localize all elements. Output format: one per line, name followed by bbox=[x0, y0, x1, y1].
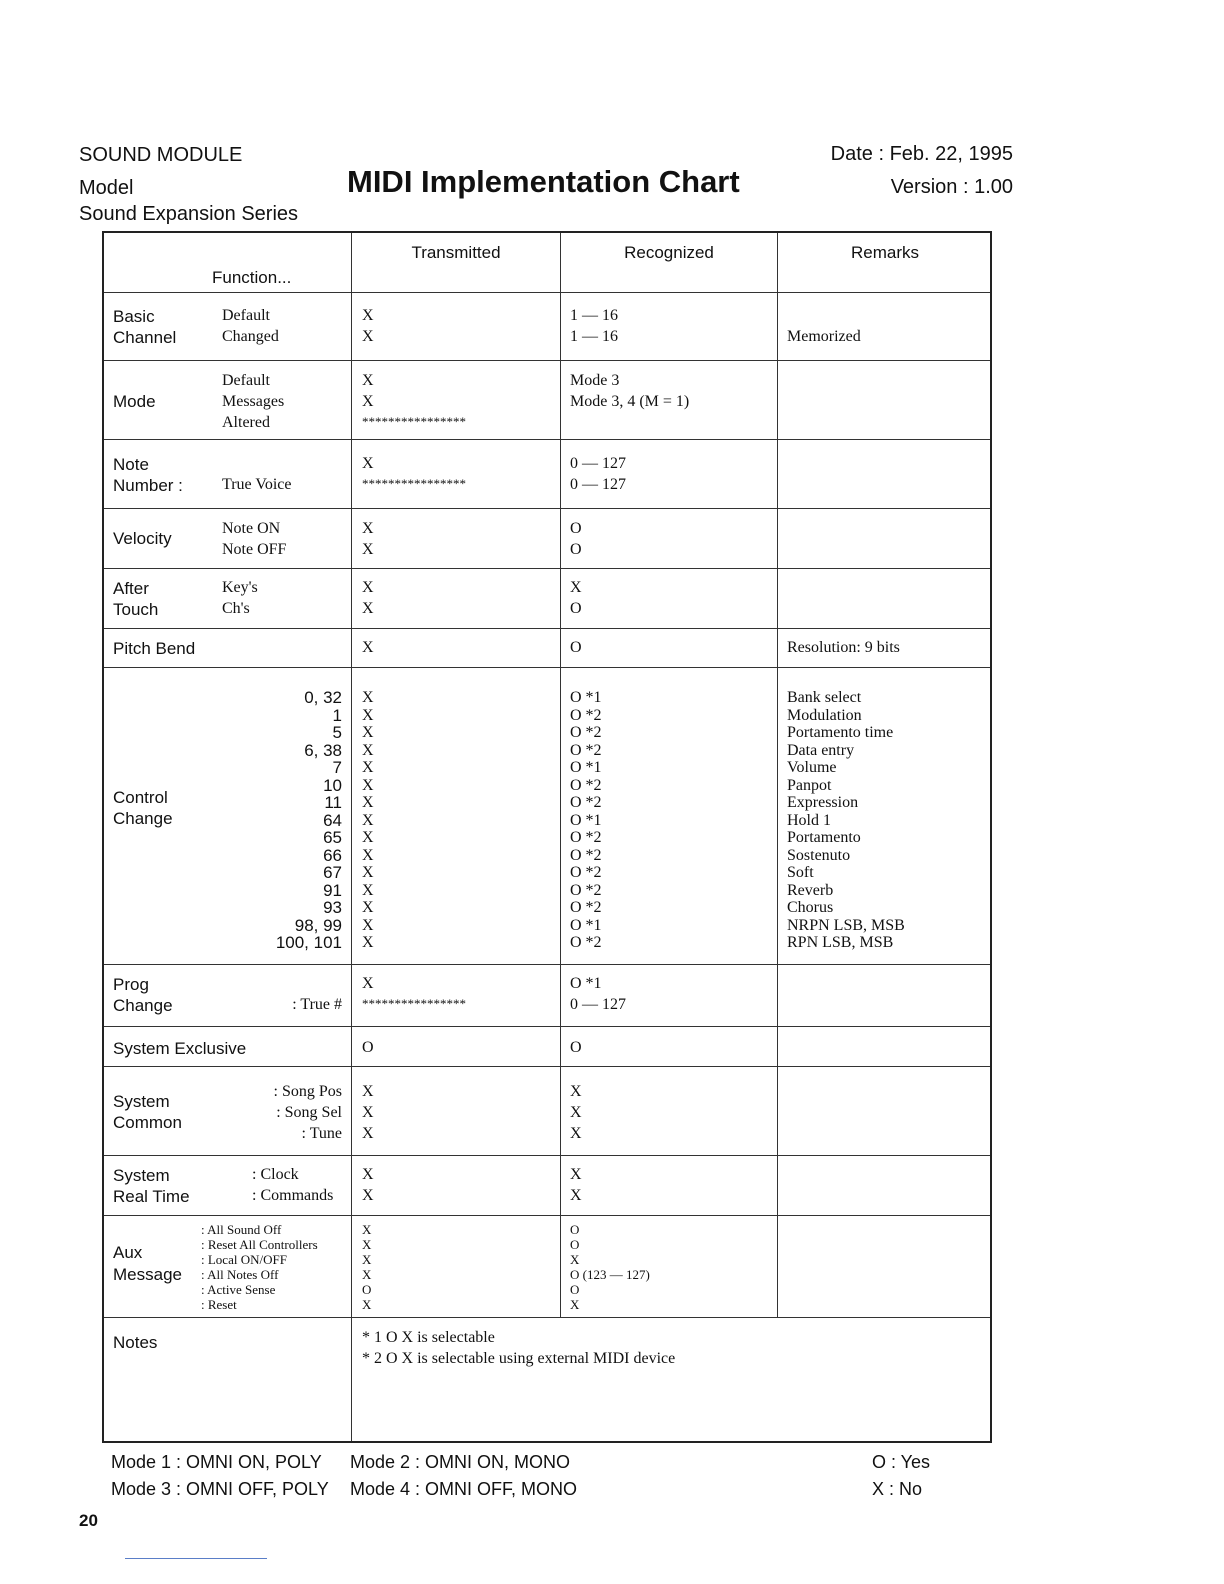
row-divider bbox=[104, 568, 990, 569]
mode-tx-messages: X bbox=[362, 393, 374, 410]
note-1: * 1 O X is selectable bbox=[362, 1329, 495, 1346]
system-common-rx-song-sel: X bbox=[570, 1104, 582, 1121]
basic-channel-rx-default: 1 — 16 bbox=[570, 307, 618, 324]
control-remark: Bank select bbox=[787, 689, 862, 706]
note-number-tx-true-voice: **************** bbox=[362, 476, 466, 491]
aux-message-item: : Active Sense bbox=[201, 1282, 276, 1297]
system-common-song-pos: : Song Pos bbox=[273, 1083, 342, 1100]
control-tx-value: X bbox=[362, 741, 374, 759]
basic-channel-tx-default: X bbox=[362, 307, 374, 324]
sound-module-label: SOUND MODULE bbox=[79, 144, 243, 166]
header-function: Function... bbox=[212, 268, 292, 287]
row-divider bbox=[104, 508, 990, 509]
decorative-rule bbox=[125, 1558, 267, 1559]
aux-tx-value: X bbox=[362, 1237, 372, 1252]
velocity-rx-on: O bbox=[570, 520, 582, 537]
aux-rx-value: X bbox=[570, 1297, 580, 1312]
prog-change-rx-true: 0 — 127 bbox=[570, 996, 626, 1013]
system-real-time-tx-commands: X bbox=[362, 1187, 374, 1204]
aux-message-item: : Reset All Controllers bbox=[201, 1237, 318, 1252]
control-remark: Reverb bbox=[787, 881, 834, 899]
aux-message-label: Message bbox=[113, 1265, 182, 1284]
control-remark: Modulation bbox=[787, 706, 862, 724]
aux-rx-value: O bbox=[570, 1282, 580, 1297]
mode-default: Default bbox=[222, 372, 270, 389]
velocity-rx-off: O bbox=[570, 541, 582, 558]
control-number: 65 bbox=[323, 828, 342, 847]
control-number: 66 bbox=[323, 845, 342, 865]
control-rx-value: O *2 bbox=[570, 741, 602, 759]
control-change-label: Change bbox=[113, 809, 173, 828]
version-label: Version : 1.00 bbox=[890, 176, 1013, 198]
system-common-rx-tune: X bbox=[570, 1125, 582, 1142]
control-rx-column bbox=[570, 689, 602, 952]
control-tx-value: X bbox=[362, 759, 374, 776]
control-tx-value: X bbox=[362, 706, 374, 724]
control-rx-value: O *2 bbox=[570, 846, 602, 864]
aux-sub-column bbox=[201, 1222, 318, 1312]
control-rx-value: O *2 bbox=[570, 706, 602, 724]
note-number-true-voice: True Voice bbox=[222, 476, 292, 493]
system-common-tx-tune: X bbox=[362, 1125, 374, 1142]
control-rx-value: O *1 bbox=[570, 811, 602, 829]
control-rx-value: O *2 bbox=[570, 794, 602, 811]
control-remark: Volume bbox=[787, 759, 837, 776]
aux-tx-value: X bbox=[362, 1267, 372, 1282]
velocity-note-off: Note OFF bbox=[222, 541, 287, 558]
mode-3-legend: Mode 3 : OMNI OFF, POLY bbox=[111, 1479, 329, 1499]
system-real-time-tx-clock: X bbox=[362, 1166, 374, 1183]
control-rx-value: O *1 bbox=[570, 916, 602, 934]
column-divider bbox=[351, 233, 352, 1441]
mode-1-legend: Mode 1 : OMNI ON, POLY bbox=[111, 1452, 322, 1472]
series-label: Sound Expansion Series bbox=[79, 203, 299, 225]
control-rx-value: O *2 bbox=[570, 776, 602, 794]
aux-rx-value: X bbox=[570, 1252, 580, 1267]
date-label: Date : Feb. 22, 1995 bbox=[830, 143, 1013, 165]
page-title: MIDI Implementation Chart bbox=[347, 164, 740, 199]
row-divider bbox=[104, 628, 990, 629]
system-common-rx-song-pos: X bbox=[570, 1083, 582, 1100]
row-divider bbox=[104, 1026, 990, 1027]
control-remark: Chorus bbox=[787, 899, 834, 916]
system-common-tune: : Tune bbox=[301, 1125, 342, 1142]
control-remark: Panpot bbox=[787, 776, 832, 794]
mode-tx-altered: **************** bbox=[362, 414, 466, 429]
basic-channel-tx-changed: X bbox=[362, 328, 374, 345]
velocity-note-on: Note ON bbox=[222, 520, 281, 537]
system-common-tx-song-sel: X bbox=[362, 1104, 374, 1121]
control-number: 64 bbox=[323, 810, 342, 830]
prog-change-true: : True # bbox=[292, 996, 342, 1013]
control-rx-value: O *1 bbox=[570, 689, 602, 706]
pitch-bend-label: Pitch Bend bbox=[113, 639, 196, 658]
control-number: 10 bbox=[323, 775, 342, 795]
row-divider bbox=[104, 1215, 990, 1216]
basic-channel-default: Default bbox=[222, 307, 270, 324]
after-touch-tx-keys: X bbox=[362, 579, 374, 596]
mode-rx-default: Mode 3 bbox=[570, 372, 620, 389]
control-remark: Sostenuto bbox=[787, 846, 851, 864]
pitch-bend-remark: Resolution: 9 bits bbox=[787, 639, 900, 656]
basic-channel-label: Channel bbox=[113, 328, 177, 347]
note-number-rx: 0 — 127 bbox=[570, 455, 626, 472]
note-number-tx: X bbox=[362, 455, 374, 472]
system-real-time-clock: : Clock bbox=[252, 1166, 299, 1183]
control-number: 100, 101 bbox=[275, 933, 342, 952]
after-touch-rx-chs: O bbox=[570, 600, 582, 617]
control-numbers-column bbox=[224, 689, 342, 952]
prog-change-rx: O *1 bbox=[570, 975, 602, 992]
mode-messages: Messages bbox=[222, 393, 285, 410]
after-touch-label: Touch bbox=[113, 600, 159, 619]
system-real-time-rx-commands: X bbox=[570, 1187, 582, 1204]
row-divider bbox=[104, 1317, 990, 1318]
aux-message-item: : All Notes Off bbox=[201, 1267, 279, 1282]
row-divider bbox=[104, 292, 990, 293]
model-label: Model bbox=[79, 177, 134, 199]
prog-change-label: Prog bbox=[113, 975, 149, 994]
aux-message-item: : All Sound Off bbox=[201, 1222, 282, 1237]
notes-label: Notes bbox=[113, 1333, 158, 1352]
after-touch-label: After bbox=[113, 579, 149, 598]
control-remark: NRPN LSB, MSB bbox=[787, 916, 905, 934]
row-divider bbox=[104, 1155, 990, 1156]
aux-rx-column bbox=[570, 1222, 650, 1312]
control-tx-value: X bbox=[362, 881, 374, 899]
control-number: 93 bbox=[323, 898, 342, 917]
aux-tx-value: O bbox=[362, 1282, 372, 1297]
midi-implementation-table bbox=[102, 231, 992, 1443]
control-remark: Soft bbox=[787, 864, 814, 881]
yes-legend: O : Yes bbox=[872, 1452, 931, 1472]
system-real-time-label: Real Time bbox=[113, 1187, 190, 1206]
mode-label: Mode bbox=[113, 392, 156, 411]
control-rx-value: O *2 bbox=[570, 864, 602, 881]
control-tx-column bbox=[362, 689, 374, 952]
pitch-bend-rx: O bbox=[570, 639, 582, 656]
note-number-label: Number : bbox=[113, 476, 183, 495]
control-tx-value: X bbox=[362, 811, 374, 829]
control-tx-value: X bbox=[362, 776, 374, 794]
after-touch-rx-keys: X bbox=[570, 579, 582, 596]
system-common-tx-song-pos: X bbox=[362, 1083, 374, 1100]
system-real-time-rx-clock: X bbox=[570, 1166, 582, 1183]
mode-2-legend: Mode 2 : OMNI ON, MONO bbox=[350, 1452, 571, 1472]
control-number: 67 bbox=[323, 863, 342, 882]
row-divider bbox=[104, 360, 990, 361]
aux-message-item: : Reset bbox=[201, 1297, 237, 1312]
system-common-song-sel: : Song Sel bbox=[276, 1104, 342, 1121]
control-remark: Data entry bbox=[787, 741, 855, 759]
mode-tx-default: X bbox=[362, 372, 374, 389]
velocity-label: Velocity bbox=[113, 529, 172, 548]
control-remark: Hold 1 bbox=[787, 811, 831, 829]
control-remark: RPN LSB, MSB bbox=[787, 934, 894, 951]
control-number: 5 bbox=[332, 723, 342, 742]
header-transmitted: Transmitted bbox=[411, 243, 501, 262]
control-number: 6, 38 bbox=[304, 740, 342, 760]
row-divider bbox=[104, 1066, 990, 1067]
control-number: 91 bbox=[323, 880, 342, 900]
velocity-tx-off: X bbox=[362, 541, 374, 558]
pitch-bend-tx: X bbox=[362, 639, 374, 656]
system-common-label: System bbox=[113, 1092, 170, 1111]
aux-rx-value: O bbox=[570, 1237, 580, 1252]
aux-message-label: Aux bbox=[113, 1243, 143, 1262]
aux-message-item: : Local ON/OFF bbox=[201, 1252, 287, 1267]
control-remark: Expression bbox=[787, 794, 859, 811]
control-tx-value: X bbox=[362, 916, 374, 934]
control-rx-value: O *2 bbox=[570, 934, 602, 951]
system-exclusive-rx: O bbox=[570, 1039, 582, 1056]
mode-rx-messages: Mode 3, 4 (M = 1) bbox=[570, 393, 690, 410]
control-remarks-column bbox=[787, 689, 905, 952]
control-number: 0, 32 bbox=[304, 688, 342, 707]
basic-channel-remark: Memorized bbox=[787, 328, 861, 345]
aux-tx-value: X bbox=[362, 1252, 372, 1267]
prog-change-tx: X bbox=[362, 975, 374, 992]
after-touch-keys: Key's bbox=[222, 579, 258, 596]
system-exclusive-tx: O bbox=[362, 1039, 374, 1056]
after-touch-tx-chs: X bbox=[362, 600, 374, 617]
header-remarks: Remarks bbox=[850, 243, 919, 262]
control-rx-value: O *2 bbox=[570, 881, 602, 899]
control-tx-value: X bbox=[362, 724, 374, 741]
control-tx-value: X bbox=[362, 689, 374, 706]
aux-tx-value: X bbox=[362, 1222, 372, 1237]
note-number-label: Note bbox=[113, 455, 149, 474]
control-tx-value: X bbox=[362, 864, 374, 881]
basic-channel-label: Basic bbox=[113, 307, 155, 326]
after-touch-chs: Ch's bbox=[222, 600, 250, 617]
basic-channel-rx-changed: 1 — 16 bbox=[570, 328, 618, 345]
aux-rx-value: O (123 — 127) bbox=[570, 1267, 650, 1282]
control-tx-value: X bbox=[362, 899, 374, 916]
aux-tx-value: X bbox=[362, 1297, 372, 1312]
system-real-time-label: System bbox=[113, 1166, 170, 1185]
aux-tx-column bbox=[362, 1222, 371, 1312]
header-recognized: Recognized bbox=[624, 243, 714, 262]
control-rx-value: O *1 bbox=[570, 759, 602, 776]
control-remark: Portamento bbox=[787, 829, 861, 846]
control-change-label: Control bbox=[113, 788, 168, 807]
control-number: 7 bbox=[332, 758, 342, 777]
control-rx-value: O *2 bbox=[570, 724, 602, 741]
control-rx-value: O *2 bbox=[570, 899, 602, 916]
control-remark: Portamento time bbox=[787, 724, 894, 741]
control-number: 11 bbox=[324, 793, 342, 812]
velocity-tx-on: X bbox=[362, 520, 374, 537]
basic-channel-changed: Changed bbox=[222, 328, 279, 345]
prog-change-label: Change bbox=[113, 996, 173, 1015]
page-number: 20 bbox=[79, 1511, 98, 1530]
row-divider bbox=[104, 439, 990, 440]
note-2: * 2 O X is selectable using external MIDI device bbox=[362, 1350, 676, 1367]
system-real-time-commands: : Commands bbox=[252, 1187, 334, 1204]
note-number-rx-true-voice: 0 — 127 bbox=[570, 476, 626, 493]
control-rx-value: O *2 bbox=[570, 829, 602, 846]
no-legend: X : No bbox=[872, 1479, 923, 1499]
aux-rx-value: O bbox=[570, 1222, 580, 1237]
control-tx-value: X bbox=[362, 846, 374, 864]
control-tx-value: X bbox=[362, 829, 374, 846]
prog-change-tx-true: **************** bbox=[362, 996, 466, 1011]
control-tx-value: X bbox=[362, 934, 374, 951]
system-exclusive-label: System Exclusive bbox=[113, 1039, 247, 1058]
control-number: 1 bbox=[332, 705, 342, 725]
system-common-label: Common bbox=[113, 1113, 182, 1132]
row-divider bbox=[104, 964, 990, 965]
control-tx-value: X bbox=[362, 794, 374, 811]
row-divider bbox=[104, 667, 990, 668]
control-number: 98, 99 bbox=[294, 915, 342, 935]
mode-altered: Altered bbox=[222, 414, 270, 431]
mode-4-legend: Mode 4 : OMNI OFF, MONO bbox=[350, 1479, 578, 1499]
